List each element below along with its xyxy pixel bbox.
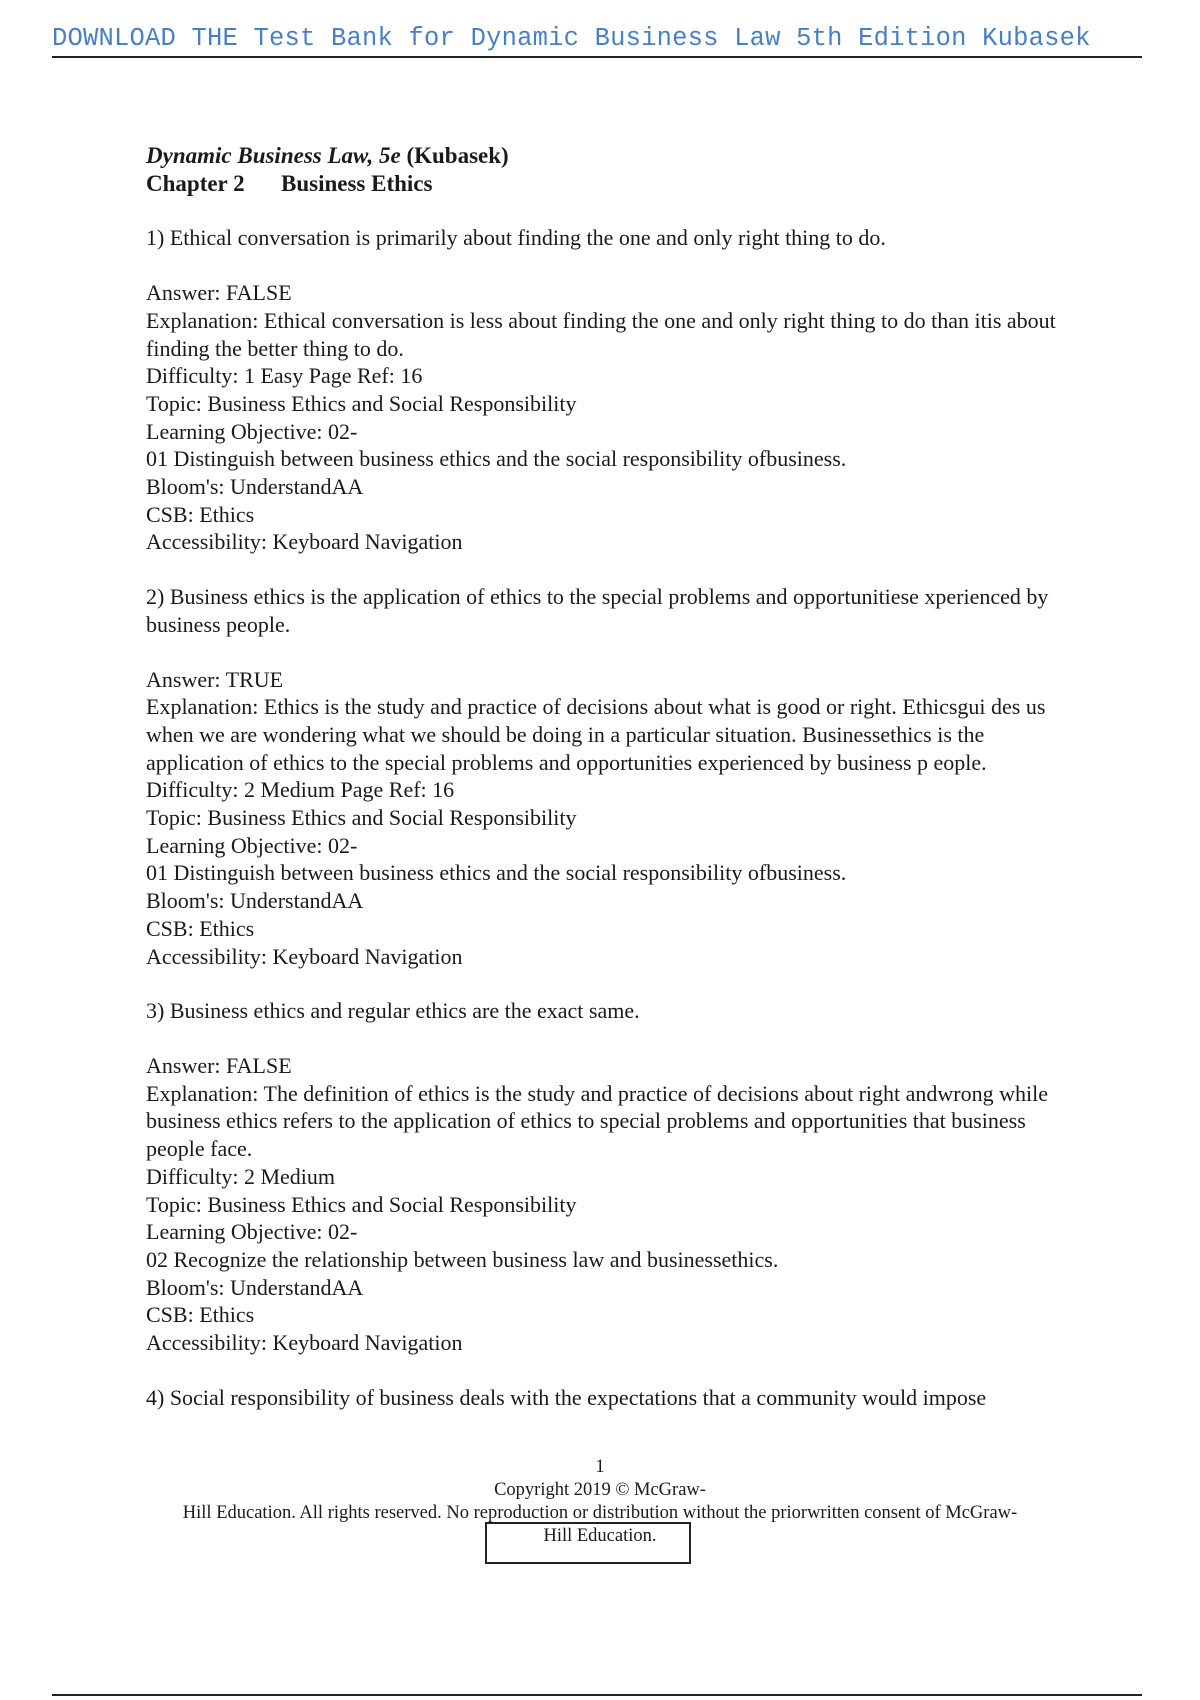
csb-line: CSB: Ethics <box>146 1302 255 1328</box>
copyright-line: Hill Education. All rights reserved. No reproduction or distribution without the priorwritten consent of McGraw- <box>182 1503 1018 1523</box>
topic-line: Topic: Business Ethics and Social Responsibility <box>146 390 577 416</box>
footer-box-outline <box>485 1522 691 1564</box>
question-block <box>146 279 1076 556</box>
question-text: 1) Ethical conversation is primarily about finding the one and only right thing to do. <box>146 225 886 251</box>
learning-objective-text: 01 Distinguish between business ethics and the social responsibility ofbusiness. <box>146 860 847 886</box>
explanation-text: Explanation: Ethics is the study and practice of decisions about what is good or right. Ethicsgui des us when we are wondering what we should be doing in a particular situation. Businessethics is the application of ethics to the special problems and opportunities experienced by business p eople. <box>146 694 1046 775</box>
learning-objective-label: Learning Objective: 02- <box>146 832 358 858</box>
topic-line: Topic: Business Ethics and Social Responsibility <box>146 1191 577 1217</box>
question-text: 4) Social responsibility of business deals with the expectations that a community would impose <box>146 1384 987 1410</box>
book-title-italic: Dynamic Business Law, 5e <box>146 143 401 168</box>
copyright-line: Copyright 2019 © McGraw- <box>494 1480 706 1500</box>
blooms-line: Bloom's: UnderstandAA <box>146 888 364 914</box>
chapter-number: Chapter 2 <box>146 170 245 196</box>
download-link[interactable]: DOWNLOAD THE Test Bank for Dynamic Business Law 5th Edition Kubasek <box>52 24 1091 53</box>
difficulty-line: Difficulty: 1 Easy Page Ref: 16 <box>146 363 423 389</box>
book-title <box>146 142 1076 170</box>
accessibility-line: Accessibility: Keyboard Navigation <box>146 529 463 555</box>
learning-objective-label: Learning Objective: 02- <box>146 418 358 444</box>
book-title-author: (Kubasek) <box>400 143 509 168</box>
question-block <box>146 666 1076 971</box>
difficulty-line: Difficulty: 2 Medium Page Ref: 16 <box>146 777 455 803</box>
difficulty-line: Difficulty: 2 Medium <box>146 1163 336 1189</box>
accessibility-line: Accessibility: Keyboard Navigation <box>146 1330 463 1356</box>
page-number: 1 <box>595 1457 605 1477</box>
answer-line: Answer: FALSE <box>146 1052 292 1078</box>
question-text: 2) Business ethics is the application of ethics to the special problems and opportunitiese xperienced by business people. <box>146 584 1049 637</box>
copyright-line: Hill Education. <box>543 1526 657 1546</box>
chapter-heading <box>146 170 1076 198</box>
learning-objective-text: 02 Recognize the relationship between business law and businessethics. <box>146 1246 779 1272</box>
accessibility-line: Accessibility: Keyboard Navigation <box>146 943 463 969</box>
answer-line: Answer: FALSE <box>146 280 292 306</box>
topic-line: Topic: Business Ethics and Social Responsibility <box>146 805 577 831</box>
learning-objective-text: 01 Distinguish between business ethics and the social responsibility ofbusiness. <box>146 446 847 472</box>
answer-line: Answer: TRUE <box>146 666 284 692</box>
csb-line: CSB: Ethics <box>146 501 255 527</box>
csb-line: CSB: Ethics <box>146 915 255 941</box>
learning-objective-label: Learning Objective: 02- <box>146 1219 358 1245</box>
document-body <box>146 142 1076 1438</box>
question-block <box>146 1052 1076 1357</box>
download-banner <box>52 20 1142 58</box>
bottom-divider <box>52 1694 1142 1696</box>
blooms-line: Bloom's: UnderstandAA <box>146 1274 364 1300</box>
explanation-text: Explanation: Ethical conversation is less about finding the one and only right thing to do than itis about finding the better thing to do. <box>146 307 1056 361</box>
chapter-name: Business Ethics <box>281 170 433 196</box>
question-text: 3) Business ethics and regular ethics are the exact same. <box>146 998 640 1024</box>
blooms-line: Bloom's: UnderstandAA <box>146 474 364 500</box>
explanation-text: Explanation: The definition of ethics is the study and practice of decisions about right andwrong while business ethics refers to the application of ethics to special problems and opportunities that business people face. <box>146 1080 1048 1162</box>
